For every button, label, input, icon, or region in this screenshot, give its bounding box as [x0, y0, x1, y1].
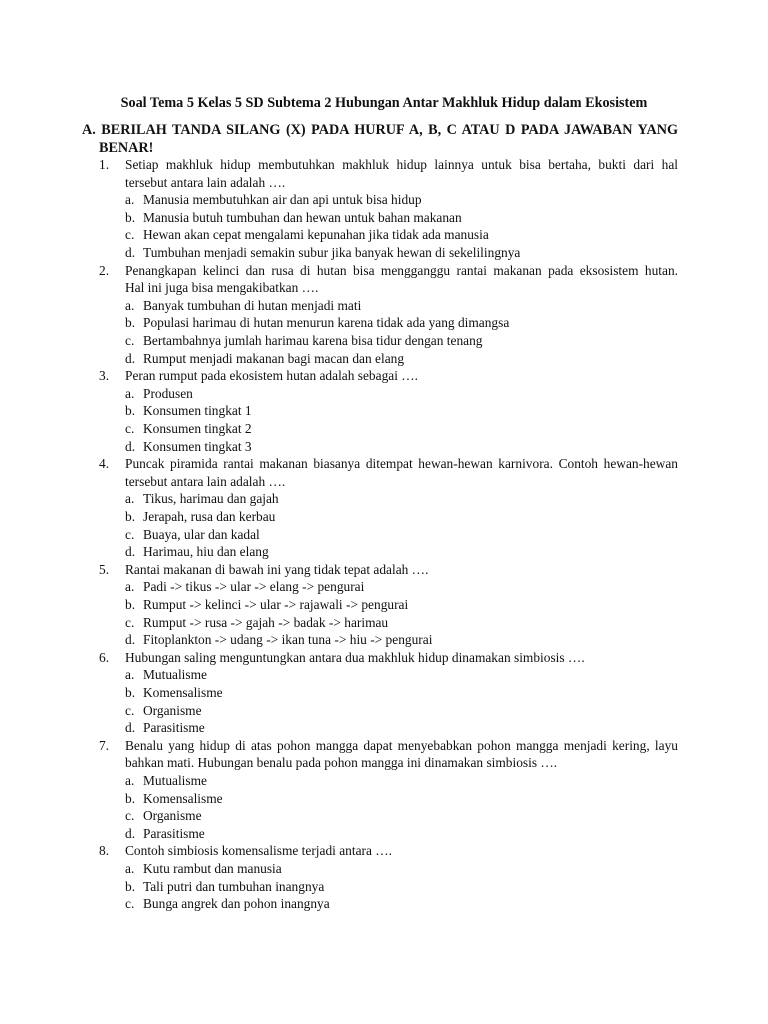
question-text: Puncak piramida rantai makanan biasanya ditempat hewan-hewan karnivora. Contoh hewan-hewan	[125, 456, 678, 472]
question-text: tersebut antara lain adalah ….	[125, 473, 286, 489]
option-letter: d.	[125, 350, 136, 366]
option-text: Banyak tumbuhan di hutan menjadi mati	[143, 297, 362, 313]
option-letter: b.	[125, 209, 136, 225]
option-text: Rumput menjadi makanan bagi macan dan elang	[143, 350, 405, 366]
option-letter: d.	[125, 632, 136, 648]
question-number: 5.	[99, 561, 110, 577]
option-text: Konsumen tingkat 1	[143, 403, 252, 419]
option-text: Hewan akan cepat mengalami kepunahan jika tidak ada manusia	[143, 227, 489, 243]
option-letter: c.	[125, 227, 135, 243]
option-letter: b.	[125, 878, 136, 894]
section-heading-continued: BENAR!	[99, 140, 154, 156]
question-text: Rantai makanan di bawah ini yang tidak tepat adalah ….	[125, 561, 429, 577]
option-text: Tikus, harimau dan gajah	[143, 491, 279, 507]
option-text: Organisme	[143, 808, 202, 824]
option-text: Jerapah, rusa dan kerbau	[143, 509, 276, 524]
option-text: Organisme	[143, 702, 202, 718]
question-text: Hubungan saling menguntungkan antara dua makhluk hidup dinamakan simbiosis ….	[125, 649, 585, 665]
option-letter: b.	[125, 315, 136, 331]
option-letter: a.	[125, 385, 135, 401]
option-text: Rumput -> rusa -> gajah -> badak -> harimau	[143, 614, 389, 630]
question-number: 7.	[99, 737, 110, 753]
question-text: Penangkapan kelinci dan rusa di hutan bisa mengganggu rantai makanan pada eksosistem hutan.	[125, 262, 678, 278]
option-letter: c.	[125, 808, 135, 824]
option-letter: c.	[125, 702, 135, 718]
option-text: Manusia membutuhkan air dan api untuk bisa hidup	[143, 192, 422, 208]
option-letter: d.	[125, 544, 136, 560]
question-text: Setiap makhluk hidup membutuhkan makhluk hidup lainnya untuk bisa bertaha, bukti dari hal	[125, 157, 678, 172]
option-letter: c.	[125, 896, 135, 912]
question-number: 2.	[99, 262, 110, 278]
option-text: Manusia butuh tumbuhan dan hewan untuk bahan makanan	[143, 209, 462, 225]
option-text: Harimau, hiu dan elang	[143, 544, 269, 560]
question-number: 8.	[99, 843, 110, 859]
option-letter: b.	[125, 597, 136, 612]
option-letter: b.	[125, 509, 136, 524]
option-text: Padi -> tikus -> ular -> elang -> pengurai	[143, 579, 365, 595]
option-letter: a.	[125, 667, 135, 683]
option-text: Konsumen tingkat 2	[143, 421, 252, 436]
question-text: tersebut antara lain adalah ….	[125, 174, 286, 190]
option-letter: a.	[125, 491, 135, 507]
question-number: 3.	[99, 368, 110, 384]
option-text: Komensalisme	[143, 685, 223, 700]
option-letter: b.	[125, 403, 136, 419]
option-letter: a.	[125, 861, 135, 876]
option-letter: a.	[125, 297, 135, 313]
option-letter: c.	[125, 421, 135, 436]
option-text: Populasi harimau di hutan menurun karena tidak ada yang dimangsa	[143, 315, 510, 331]
question-number: 6.	[99, 649, 110, 665]
question-text: Hal ini juga bisa mengakibatkan ….	[125, 280, 319, 296]
option-text: Mutualisme	[143, 667, 207, 683]
option-text: Bertambahnya jumlah harimau karena bisa tidur dengan tenang	[143, 333, 483, 348]
option-text: Komensalisme	[143, 790, 223, 806]
option-letter: c.	[125, 333, 135, 348]
option-letter: a.	[125, 579, 135, 595]
option-letter: b.	[125, 790, 136, 806]
question-text: Benalu yang hidup di atas pohon mangga dapat menyebabkan pohon mangga menjadi kering, layu	[125, 737, 678, 753]
option-text: Rumput -> kelinci -> ular -> rajawali -> pengurai	[143, 597, 409, 612]
option-letter: a.	[125, 192, 135, 208]
question-text: bahkan mati. Hubungan benalu pada pohon mangga ini dinamakan simbiosis ….	[125, 755, 558, 771]
question-text: Contoh simbiosis komensalisme terjadi antara ….	[125, 843, 393, 859]
option-text: Kutu rambut dan manusia	[143, 861, 282, 876]
document-title: Soal Tema 5 Kelas 5 SD Subtema 2 Hubungan Antar Makhluk Hidup dalam Ekosistem	[120, 95, 648, 111]
section-heading: A. BERILAH TANDA SILANG (X) PADA HURUF A, B, C ATAU D PADA JAWABAN YANG	[82, 122, 678, 138]
option-text: Tumbuhan menjadi semakin subur jika banyak hewan di sekelilingnya	[143, 245, 521, 260]
question-number: 4.	[99, 456, 110, 472]
option-text: Parasitisme	[143, 720, 205, 736]
option-text: Tali putri dan tumbuhan inangnya	[143, 878, 325, 894]
question-number: 1.	[99, 157, 110, 172]
question-text: Peran rumput pada ekosistem hutan adalah sebagai ….	[125, 368, 419, 384]
option-letter: b.	[125, 685, 136, 700]
option-letter: d.	[125, 245, 136, 260]
option-text: Produsen	[143, 385, 193, 401]
option-text: Buaya, ular dan kadal	[143, 526, 260, 542]
option-text: Fitoplankton -> udang -> ikan tuna -> hiu -> pengurai	[143, 632, 433, 648]
option-letter: c.	[125, 526, 135, 542]
option-text: Konsumen tingkat 3	[143, 438, 252, 454]
option-letter: d.	[125, 825, 136, 841]
option-letter: c.	[125, 614, 135, 630]
option-letter: d.	[125, 438, 136, 454]
option-letter: a.	[125, 773, 135, 788]
option-text: Bunga angrek dan pohon inangnya	[143, 896, 330, 912]
option-text: Parasitisme	[143, 825, 205, 841]
option-text: Mutualisme	[143, 773, 207, 788]
option-letter: d.	[125, 720, 136, 736]
